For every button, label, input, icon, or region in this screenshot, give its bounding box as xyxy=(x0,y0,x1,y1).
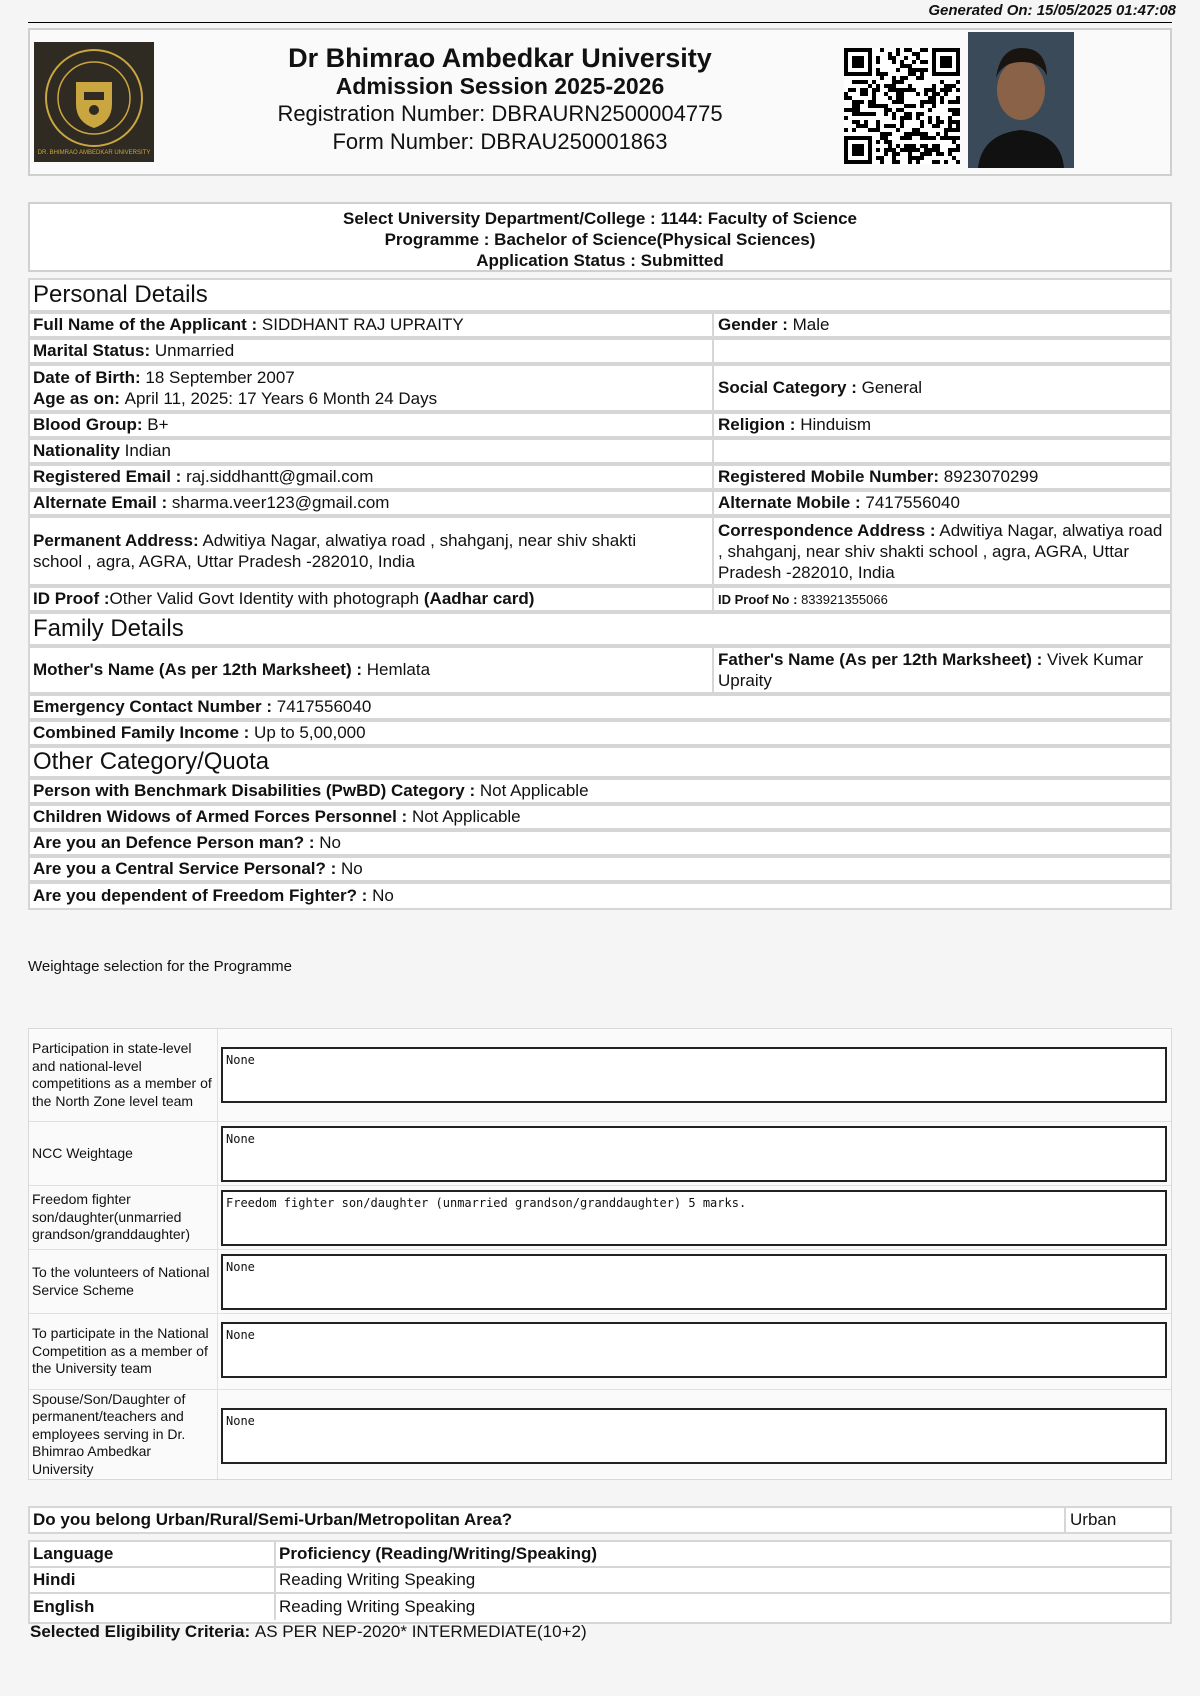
blood-religion-row xyxy=(28,412,1172,438)
status-line: Application Status : Submitted xyxy=(476,251,724,270)
admission-session: Admission Session 2025-2026 xyxy=(335,73,665,99)
mobile-label: Registered Mobile Number: xyxy=(718,467,940,486)
weightage-row-label: To participate in the National Competition as a member of the University team xyxy=(32,1325,209,1377)
header-text xyxy=(180,44,820,156)
income-label: Combined Family Income : xyxy=(33,723,250,742)
language-proficiency: Reading Writing Speaking xyxy=(274,1568,1170,1592)
weightage-textarea[interactable]: None xyxy=(221,1408,1167,1464)
language-name: English xyxy=(33,1597,95,1616)
defence-label: Are you an Defence Person man? : xyxy=(33,833,315,852)
language-table xyxy=(28,1540,1172,1624)
mobile-value: 8923070299 xyxy=(943,467,1039,486)
category-label: Social Category : xyxy=(718,378,857,397)
form-number: Form Number: DBRAU250001863 xyxy=(332,129,668,154)
nationality-value: Indian xyxy=(124,441,171,460)
blood-label: Blood Group: xyxy=(33,415,143,434)
area-answer: Urban xyxy=(1064,1508,1170,1532)
income-row xyxy=(28,720,1172,746)
weightage-row xyxy=(29,1185,1171,1249)
proficiency-column-header: Proficiency (Reading/Writing/Speaking) xyxy=(274,1542,1170,1566)
area-question: Do you belong Urban/Rural/Semi-Urban/Metropolitan Area? xyxy=(33,1510,513,1529)
father-name: Vivek Kumar Upraity xyxy=(718,650,1144,690)
top-rule xyxy=(28,22,1172,23)
corr-address-label: Correspondence Address : xyxy=(718,520,936,540)
weightage-row xyxy=(29,1029,1171,1121)
language-name: Hindi xyxy=(33,1570,76,1589)
weightage-row-label: To the volunteers of National Service Scheme xyxy=(32,1264,210,1298)
name-label: Full Name of the Applicant : xyxy=(33,315,258,334)
personal-details-heading: Personal Details xyxy=(33,281,208,308)
language-proficiency: Reading Writing Speaking xyxy=(274,1594,1170,1620)
marital-label: Marital Status: xyxy=(33,341,151,360)
applicant-name: SIDDHANT RAJ UPRAITY xyxy=(261,315,464,334)
university-logo xyxy=(34,42,154,162)
alt-email-value: sharma.veer123@gmail.com xyxy=(171,493,390,512)
emergency-value: 7417556040 xyxy=(276,697,372,716)
weightage-row-label: Participation in state-level and national-level competitions as a member of the North Zone level team xyxy=(32,1040,212,1109)
category-value: General xyxy=(861,378,923,397)
emergency-row xyxy=(28,694,1172,720)
id-proof-row xyxy=(28,586,1172,612)
email-mobile-row xyxy=(28,464,1172,490)
dob-row xyxy=(28,364,1172,412)
age-value: April 11, 2025: 17 Years 6 Month 24 Days xyxy=(124,389,438,408)
eligibility-label: Selected Eligibility Criteria: xyxy=(30,1622,251,1641)
weightage-row-label: NCC Weightage xyxy=(32,1144,133,1161)
weightage-textarea[interactable]: None xyxy=(221,1126,1167,1182)
nationality-row xyxy=(28,438,1172,464)
email-value: raj.siddhantt@gmail.com xyxy=(186,467,374,486)
family-details-heading: Family Details xyxy=(33,615,184,642)
id-number-label: ID Proof No : xyxy=(718,591,798,607)
nationality-label: Nationality xyxy=(33,441,120,460)
weightage-textarea[interactable]: Freedom fighter son/daughter (unmarried grandson/granddaughter) 5 marks. xyxy=(221,1190,1167,1246)
central-service-row xyxy=(28,856,1172,882)
marital-row xyxy=(28,338,1172,364)
weightage-textarea[interactable]: None xyxy=(221,1322,1167,1378)
alt-email-label: Alternate Email : xyxy=(33,493,168,512)
registration-number: Registration Number: DBRAURN2500004775 xyxy=(277,101,723,126)
email-label: Registered Email : xyxy=(33,467,182,486)
freedom-fighter-row xyxy=(28,882,1172,910)
freedom-label: Are you dependent of Freedom Fighter? : xyxy=(33,886,368,905)
eligibility-value: AS PER NEP-2020* INTERMEDIATE(10+2) xyxy=(254,1622,587,1641)
perm-address-label: Permanent Address: xyxy=(33,531,199,550)
weightage-row-label: Spouse/Son/Daughter of permanent/teachers and employees serving in Dr. Bhimrao Ambedkar University xyxy=(32,1390,186,1477)
programme-selection-box xyxy=(28,202,1172,272)
age-label: Age as on: xyxy=(33,389,120,408)
language-row xyxy=(30,1568,1170,1594)
personal-details-heading-row xyxy=(28,278,1172,312)
father-label: Father's Name (As per 12th Marksheet) : xyxy=(718,650,1043,669)
pwbd-value: Not Applicable xyxy=(479,781,589,800)
freedom-value: No xyxy=(372,886,394,905)
alt-mobile-value: 7417556040 xyxy=(865,493,960,512)
religion-value: Hinduism xyxy=(800,415,872,434)
widows-label: Children Widows of Armed Forces Personnel : xyxy=(33,807,408,826)
gender-value: Male xyxy=(792,315,830,334)
religion-label: Religion : xyxy=(718,415,796,434)
mother-label: Mother's Name (As per 12th Marksheet) : xyxy=(33,660,363,679)
header-box xyxy=(28,28,1172,176)
id-proof-type: (Aadhar card) xyxy=(423,589,535,608)
weightage-row xyxy=(29,1249,1171,1313)
defence-row xyxy=(28,830,1172,856)
perm-address-value: Adwitiya Nagar, alwatiya road , shahganj, near shiv shakti school , agra, AGRA, Uttar Pradesh -282010, India xyxy=(33,531,637,571)
weightage-title: Weightage selection for the Programme xyxy=(28,958,293,975)
widows-value: Not Applicable xyxy=(411,807,521,826)
central-value: No xyxy=(341,859,363,878)
emergency-label: Emergency Contact Number : xyxy=(33,697,272,716)
id-proof-label: ID Proof : xyxy=(33,589,110,608)
weightage-row xyxy=(29,1389,1171,1479)
income-value: Up to 5,00,000 xyxy=(254,723,366,742)
eligibility-criteria xyxy=(30,1622,587,1642)
family-details-heading-row xyxy=(28,612,1172,646)
alt-contact-row xyxy=(28,490,1172,516)
address-row xyxy=(28,516,1172,586)
name-gender-row xyxy=(28,312,1172,338)
area-row xyxy=(28,1506,1172,1534)
weightage-table xyxy=(28,1028,1172,1480)
dob-label: Date of Birth: xyxy=(33,368,141,387)
id-proof-value: Other Valid Govt Identity with photograph xyxy=(109,589,420,608)
applicant-photo xyxy=(968,32,1074,168)
gender-label: Gender : xyxy=(718,315,788,334)
blood-value: B+ xyxy=(147,415,169,434)
weightage-textarea[interactable]: None xyxy=(221,1047,1167,1103)
quota-heading-row xyxy=(28,746,1172,778)
central-label: Are you a Central Service Personal? : xyxy=(33,859,337,878)
department-line: Select University Department/College : 1144: Faculty of Science xyxy=(343,209,857,228)
qr-code xyxy=(844,48,960,164)
weightage-row xyxy=(29,1313,1171,1389)
id-number-value: 833921355066 xyxy=(801,591,888,607)
language-header-row xyxy=(30,1542,1170,1568)
logo-caption: DR. BHIMRAO AMBEDKAR UNIVERSITY xyxy=(37,150,151,156)
weightage-row xyxy=(29,1121,1171,1185)
alt-mobile-label: Alternate Mobile : xyxy=(718,493,861,512)
weightage-textarea[interactable]: None xyxy=(221,1254,1167,1310)
mother-name: Hemlata xyxy=(366,660,431,679)
programme-line: Programme : Bachelor of Science(Physical Sciences) xyxy=(384,230,816,249)
language-column-header: Language xyxy=(33,1544,114,1563)
corr-address-value: Adwitiya Nagar, alwatiya road , shahganj, near shiv shakti school , agra, AGRA, Uttar Pradesh -282010, India xyxy=(718,520,1163,582)
marital-value: Unmarried xyxy=(154,341,235,360)
defence-value: No xyxy=(319,833,341,852)
pwbd-label: Person with Benchmark Disabilities (PwBD) Category : xyxy=(33,781,476,800)
university-name: Dr Bhimrao Ambedkar University xyxy=(288,43,712,73)
weightage-row-label: Freedom fighter son/daughter(unmarried grandson/granddaughter) xyxy=(32,1191,191,1243)
generated-timestamp: Generated On: 15/05/2025 01:47:08 xyxy=(928,2,1176,19)
dob-value: 18 September 2007 xyxy=(145,368,295,387)
parents-row xyxy=(28,646,1172,694)
language-row xyxy=(30,1594,1170,1620)
widows-row xyxy=(28,804,1172,830)
pwbd-row xyxy=(28,778,1172,804)
quota-heading: Other Category/Quota xyxy=(33,748,270,775)
